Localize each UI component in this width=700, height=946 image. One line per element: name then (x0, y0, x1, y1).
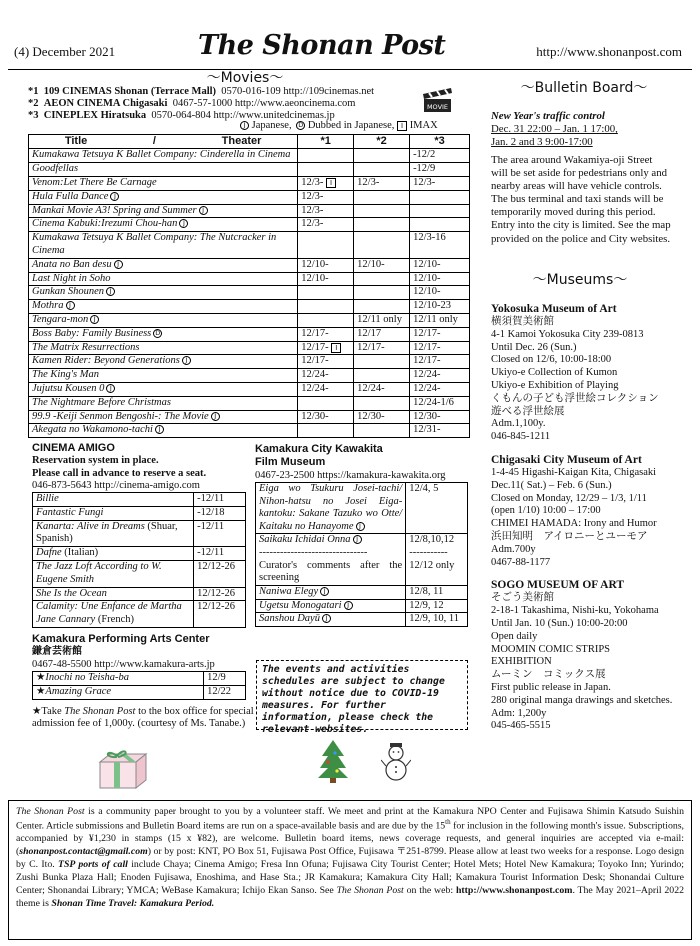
gift-box-icon (94, 748, 156, 792)
covid-notice: The events and activities schedules are subject to change without notice due to COVID-19 measures. For further information, please check the relevant websites. (256, 660, 468, 730)
movie-title: Kumakawa Tetsuya K Ballet Company: Cinderella in Cinema (32, 149, 291, 161)
table-row (256, 613, 468, 627)
museum-detail-line: MOOMIN COMIC STRIPS EXHIBITION (491, 643, 611, 668)
museum-detail-line: Until Dec. 26 (Sun.) (491, 341, 577, 353)
film-title: Fantastic Fungi (36, 506, 104, 518)
showing-date: 12/30- (357, 410, 385, 422)
movie-title: Hula Fulla Dance (32, 190, 109, 202)
amigo-section (32, 442, 252, 493)
museum-detail-line: 浜田知明 アイロニーとユーモア (491, 530, 648, 542)
film-date: -12/11 (194, 493, 246, 507)
contact-email[interactable]: shonanpost.contact@gmail.com (19, 846, 148, 858)
film-date: 12/12-26 (194, 601, 246, 628)
movie-title: Venom:Let There Be Carnage (32, 177, 157, 188)
japanese-icon: J (353, 535, 362, 544)
kawakita-contact: 0467-23-2500 https://kamakura-kawakita.org (255, 469, 446, 481)
header-c3: *3 (410, 135, 470, 149)
showing-date: 12/11 only (413, 313, 458, 325)
kawakita-row1-title: Eiga wo Tsukuru Josei-tachi/ Nihon-hatsu no Josei Eiga-kantoku: Sakane Tazuko wo Otte/ Kaitaku no Hanayome (259, 483, 403, 532)
movies-heading: 〜Movies〜 (206, 70, 284, 86)
showing-date: 12/17- (413, 327, 441, 339)
film-title: Kanarta: Alive in Dreams (36, 520, 145, 532)
movie-title: Mankai Movie A3! Spring and Summer (32, 204, 197, 216)
museum-detail-line: Until Jan. 10 (Sun.) 10:00-20:00 (491, 617, 628, 629)
japanese-icon: J (106, 384, 115, 393)
table-row (33, 506, 246, 520)
museum-detail-line: 横須賀美術館 (491, 316, 554, 328)
film-date: 12/9, 10, 11 (406, 613, 468, 627)
showing-date: -12/2 (413, 149, 436, 161)
showing-date: 12/17- (301, 341, 329, 353)
star-icon: ★ (36, 685, 46, 697)
table-row (256, 599, 468, 613)
film-title: The Jazz Loft According to W. Eugene Smith (36, 560, 162, 585)
christmas-tree-icon (316, 738, 350, 784)
movie-title: Kamen Rider: Beyond Generations (32, 355, 180, 367)
showing-date: 12/3- (301, 204, 324, 216)
header-c1: *1 (298, 135, 354, 149)
movie-title: The Nightmare Before Christmas (32, 396, 171, 408)
museum-detail-line: そごう美術館 (491, 592, 554, 604)
movie-title: Last Night in Soho (32, 272, 111, 284)
japanese-icon: J (106, 287, 115, 296)
table-row (29, 258, 470, 272)
kawakita-row2-date1: 12/8,10,12 (409, 534, 455, 546)
snowman-icon (381, 742, 411, 782)
table-row (33, 601, 246, 628)
bulletin-dates-1: Dec. 31 22:00 – Jan. 1 17:00, (491, 123, 618, 136)
movie-title: The Matrix Resurrections (32, 341, 140, 353)
dubbed-icon: D (155, 328, 161, 337)
film-title: Sanshou Dayū (259, 613, 320, 625)
kawakita-table (255, 482, 468, 627)
table-row (33, 547, 246, 561)
museum-details (491, 316, 673, 444)
showing-date: 12/10- (301, 258, 329, 270)
table-row (29, 163, 470, 177)
film-date: -12/18 (194, 506, 246, 520)
showing-date: 12/11 only (357, 313, 402, 325)
movie-title: Mothra (32, 300, 64, 312)
showing-date: 12/10- (413, 272, 441, 284)
amigo-line1: Reservation system in place. (32, 455, 159, 467)
museum-detail-line: 遊べる浮世絵展 (491, 405, 565, 417)
showing-date: 12/17 (357, 327, 382, 339)
showing-date: 12/24-1/6 (413, 396, 454, 408)
clapper-label: MOVIE (426, 103, 449, 111)
dubbed-icon: D (298, 121, 304, 129)
film-title: Ugetsu Monogatari (259, 599, 342, 611)
dash-divider: ------------------------------- (259, 546, 368, 558)
movies-table (28, 134, 470, 438)
table-row (29, 341, 470, 355)
museum-chigasaki (491, 453, 673, 569)
table-row (29, 286, 470, 300)
showing-date: 12/24- (413, 382, 441, 394)
table-row (256, 534, 468, 585)
movie-title: Boss Baby: Family Business (32, 327, 152, 339)
event-title: Amazing Grace (45, 685, 112, 697)
museum-detail-line: 045-465-5515 (491, 720, 551, 732)
showing-date: 12/3- (301, 218, 324, 230)
masthead (8, 30, 692, 70)
museum-detail-line: Dec.11( Sat.) – Feb. 6 (Sun.) (491, 479, 612, 491)
museum-name: SOGO MUSEUM OF ART (491, 579, 625, 592)
legend: J Japanese, D Dubbed in Japanese, I IMAX (238, 120, 478, 133)
kpac-note: ★Take The Shonan Post to the box office for special admission fee of 1,000y. (courtesy of Ms. Tanabe.) (32, 706, 254, 730)
site-url[interactable]: http://www.shonanpost.com (536, 44, 682, 59)
table-row (33, 587, 246, 601)
imax-icon: I (331, 343, 341, 353)
showing-date: 12/3- (301, 190, 324, 202)
paper-logo: The Shonan Post (198, 30, 446, 61)
museum-sogo (491, 578, 673, 733)
table-row (29, 382, 470, 396)
kpac-title: Kamakura Performing Arts Center (32, 633, 210, 645)
kawakita-row2-date2: 12/12 only (409, 559, 455, 571)
museum-detail-line: くもんの子ども浮世絵コレクション (491, 392, 659, 404)
museum-detail-line: Closed on Monday, 12/29 – 1/3, 1/11 (491, 492, 647, 504)
event-date: 12/22 (204, 685, 246, 699)
showing-date: 12/17- (413, 341, 441, 353)
kpac-table (32, 671, 246, 700)
table-row (29, 313, 470, 327)
table-row (29, 204, 470, 218)
kpac-contact: 0467-48-5500 http://www.kamakura-arts.jp (32, 658, 215, 670)
museum-detail-line: Closed on 12/6, 10:00-18:00 (491, 354, 612, 366)
bulletin-heading: 〜Bulletin Board〜 (520, 80, 648, 96)
showing-date: 12/10-23 (413, 300, 451, 312)
kawakita-title-1: Kamakura City Kawakita (255, 443, 383, 455)
table-row (29, 190, 470, 204)
showing-date: 12/30- (301, 410, 329, 422)
museum-detail-line: CHIMEI HAMADA: Irony and Humor (491, 518, 657, 530)
japanese-icon: J (320, 587, 329, 596)
movie-title: Anata no Ban desu (32, 258, 112, 270)
kpac-section (32, 633, 262, 671)
table-row (29, 424, 470, 438)
film-date: -12/11 (194, 547, 246, 561)
showing-date: 12/10- (357, 258, 385, 270)
header-title-theater: Title / Theater (29, 135, 298, 149)
movie-title: Akegata no Wakamono-tachi (32, 424, 153, 436)
table-row (29, 355, 470, 369)
table-row (29, 396, 470, 410)
showing-date: 12/3- (301, 177, 324, 188)
amigo-contact: 046-873-5643 http://cinema-amigo.com (32, 480, 200, 492)
film-date: 12/12-26 (194, 587, 246, 601)
film-language: (French) (97, 614, 134, 626)
amigo-table (32, 492, 246, 628)
movie-title: Gunkan Shounen (32, 286, 105, 298)
showing-date: -12/9 (413, 163, 436, 175)
event-title: Inochi no Teisha-ba (45, 672, 130, 683)
table-row (33, 685, 246, 699)
showing-date: 12/3- (357, 177, 380, 188)
table-row (256, 483, 468, 534)
showing-date: 12/24- (357, 382, 385, 394)
table-row (29, 177, 470, 191)
movie-title: Jujutsu Kousen 0 (32, 382, 105, 394)
film-title: Dafne (36, 547, 62, 559)
table-row (29, 300, 470, 314)
film-date: 12/9, 12 (406, 599, 468, 613)
theater-list (28, 86, 448, 122)
table-row (33, 672, 246, 686)
showing-date: 12/30- (413, 410, 441, 422)
film-title: Billie (36, 493, 59, 504)
theater-2: *2 AEON CINEMA Chigasaki 0467-57-1000 http://www.aeoncinema.com (28, 97, 356, 109)
japanese-icon: J (114, 260, 123, 269)
table-row (29, 149, 470, 163)
japanese-icon: J (240, 121, 249, 130)
showing-date: 12/3- (413, 177, 436, 188)
japanese-icon: J (90, 315, 99, 324)
event-date: 12/9 (204, 672, 246, 686)
table-row (33, 560, 246, 587)
imax-icon: I (326, 178, 336, 188)
museum-detail-line: 1-4-45 Higashi-Kaigan Kita, Chigasaki (491, 467, 657, 478)
museum-detail-line: 2-18-1 Takashima, Nishi-ku, Yokohama (491, 605, 659, 617)
film-title: Calamity: Une Enfance de Martha Jane Cannary (36, 601, 182, 626)
showing-date: 12/24- (413, 369, 441, 381)
theater-1: *1 109 CINEMAS Shonan (Terrace Mall) 0570-016-109 http://109cinemas.net (28, 86, 375, 97)
japanese-icon: J (110, 192, 119, 201)
table-row (29, 218, 470, 232)
showing-date: 12/17- (301, 355, 329, 367)
museum-detail-line: Open daily (491, 630, 538, 642)
museum-detail-line: Adm: 1,200y (491, 707, 547, 719)
museum-detail-line: 0467-88-1177 (491, 556, 551, 568)
bulletin-section (491, 110, 671, 246)
table-row (29, 410, 470, 424)
bulletin-body: The area around Wakamiya-oji Street will be set aside for pedestrians only and nearby areas will have vehicle controls. The bus terminal and taxi stands will be temporarily moved during this period. Entry into the city is limited. See the map provided on the police and City websites. (491, 153, 671, 245)
table-row (29, 272, 470, 286)
japanese-icon: J (199, 206, 208, 215)
museums-section (491, 302, 673, 733)
japanese-icon: J (356, 522, 365, 531)
star-icon: ★ (36, 672, 46, 683)
japanese-icon: J (66, 301, 75, 310)
museum-name: Chigasaki City Museum of Art (491, 453, 642, 466)
movie-title: Cinema Kabuki:Irezumi Chou-han (32, 218, 178, 230)
film-date: 12/12-26 (194, 560, 246, 587)
museum-detail-line: 280 original manga drawings and sketches. (491, 694, 673, 706)
showing-date: 12/31- (413, 424, 441, 436)
museum-detail-line: Ukiyo-e Collection of Kumon (491, 367, 618, 379)
kawakita-row2-title: Saikaku Ichidai Onna (259, 534, 351, 546)
amigo-title: CINEMA AMIGO (32, 442, 115, 454)
movie-title: Goodfellas (32, 163, 79, 175)
movie-clapper-icon (421, 86, 455, 114)
movie-title: 99.9 -Keiji Senmon Bengoshi-: The Movie (32, 410, 209, 422)
footer-web-link[interactable]: http://www.shonanpost.com (455, 885, 573, 897)
table-row (33, 520, 246, 547)
museum-detail-line: First public release in Japan. (491, 681, 611, 693)
table-row (29, 232, 470, 259)
kawakita-row2-note: Curator's comments after the screening (259, 559, 403, 584)
japanese-icon: J (182, 356, 191, 365)
footer-info: The Shonan Post is a community paper brought to you by a volunteer staff. We meet and print at the Kamakura NPO Center and Fujisawa Shimin Katsudo Suishin Center. Article submissions and Bulletin Board items are run on a space-available basis and are due by the 15th for inclusion in the following month's issue. Subscriptions, accompanied by ¥1,230 in stamps (15 x ¥82), are welcome. Bulletin board items, news coverage requests, and general inquiries are accepted via e-mail: (shonanpost.contact@gmail.com) or by post: KNT, PO Box 51, Fujisawa Post Office, Fujisawa 〒251-8799. Please allow at least two weeks for a response. Logo design by C. Ito. TSP ports of call include Chaya; Cinema Amigo; Fresa Inn Ofuna; Fujisawa City Tourist Center; Hotel Mets; Hotel New Kamakura; Toyoko Inn; Yurindo; Zushi Bunka Plaza Hall; Enoden Fujisawa, Enoshima, and Hase Sta.; JR Kamakura; Kamakura City Hall; Kamakura Tourist Information Desk; Shonandai Culture Center; Shonandai Library; YMCA; WeBase Kamakura; Ichijo Ekan Sanso. See The Shonan Post on the web: http://www.shonanpost.com. The May 2021–April 2022 theme is Shonan Time Travel: Kamakura Period. (8, 800, 692, 940)
movies-table-header (29, 135, 470, 149)
imax-icon: I (397, 121, 407, 131)
showing-date: 12/10- (413, 286, 441, 298)
film-language: (Italian) (64, 547, 99, 559)
kpac-title-jp: 鎌倉芸術館 (32, 646, 82, 658)
museum-detail-line: Ukiyo-e Exhibition of Playing (491, 380, 619, 391)
bulletin-dates-2: Jan. 2 and 3 9:00-17:00 (491, 136, 593, 149)
table-row (29, 369, 470, 383)
showing-date: 12/24- (301, 382, 329, 394)
japanese-icon: J (344, 601, 353, 610)
header-c2: *2 (354, 135, 410, 149)
showing-date: 12/10- (301, 272, 329, 284)
film-language: (Shuar, Spanish) (36, 520, 178, 545)
showing-date: 12/17- (357, 341, 385, 353)
museums-heading: 〜Museums〜 (532, 272, 628, 288)
film-title: She Is the Ocean (36, 587, 107, 599)
japanese-icon: J (211, 412, 220, 421)
table-row (29, 327, 470, 341)
showing-date: 12/17- (301, 327, 329, 339)
table-row (256, 585, 468, 599)
showing-date: 12/17- (413, 355, 441, 367)
showing-date: 12/24- (301, 369, 329, 381)
bulletin-title: New Year's traffic control (491, 110, 605, 122)
museum-detail-line: (open 1/10) 10:00 – 17:00 (491, 505, 601, 517)
movie-title: Kumakawa Tetsuya K Ballet Company: The Nutcracker in Cinema (32, 232, 277, 256)
theater-3: *3 CINEPLEX Hiratsuka 0570-064-804 http://www.unitedcinemas.jp (28, 109, 335, 121)
movie-title: Tengara-mon (32, 313, 89, 325)
kawakita-row1-date: 12/4, 5 (406, 483, 468, 534)
issue-date: (4) December 2021 (14, 44, 116, 59)
kawakita-section (255, 443, 485, 483)
japanese-icon: J (179, 219, 188, 228)
museum-name: Yokosuka Museum of Art (491, 303, 617, 315)
kawakita-title-2: Film Museum (255, 456, 326, 469)
dash-divider: ----------- (409, 546, 448, 558)
showing-date: 12/3-16 (413, 232, 446, 244)
museum-detail-line: Adm.1,100y. (491, 418, 546, 430)
museum-detail-line: 4-1 Kamoi Yokosuka City 239-0813 (491, 328, 644, 340)
showing-date: 12/10- (413, 258, 441, 270)
museum-detail-line: Adm.700y (491, 543, 536, 555)
amigo-line2: Please call in advance to reserve a seat. (32, 467, 207, 479)
museum-detail-line: 046-845-1211 (491, 431, 551, 443)
museum-detail-line: ムーミン コミックス展 (491, 669, 606, 681)
movie-title: The King's Man (32, 369, 99, 381)
museum-details (491, 467, 673, 569)
film-date: -12/11 (194, 520, 246, 547)
table-row (33, 493, 246, 507)
museum-details (491, 592, 673, 733)
film-date: 12/8, 11 (406, 585, 468, 599)
film-title: Naniwa Elegy (259, 585, 319, 597)
japanese-icon: J (322, 614, 331, 623)
japanese-icon: J (155, 425, 164, 434)
museum-yokosuka (491, 302, 673, 444)
